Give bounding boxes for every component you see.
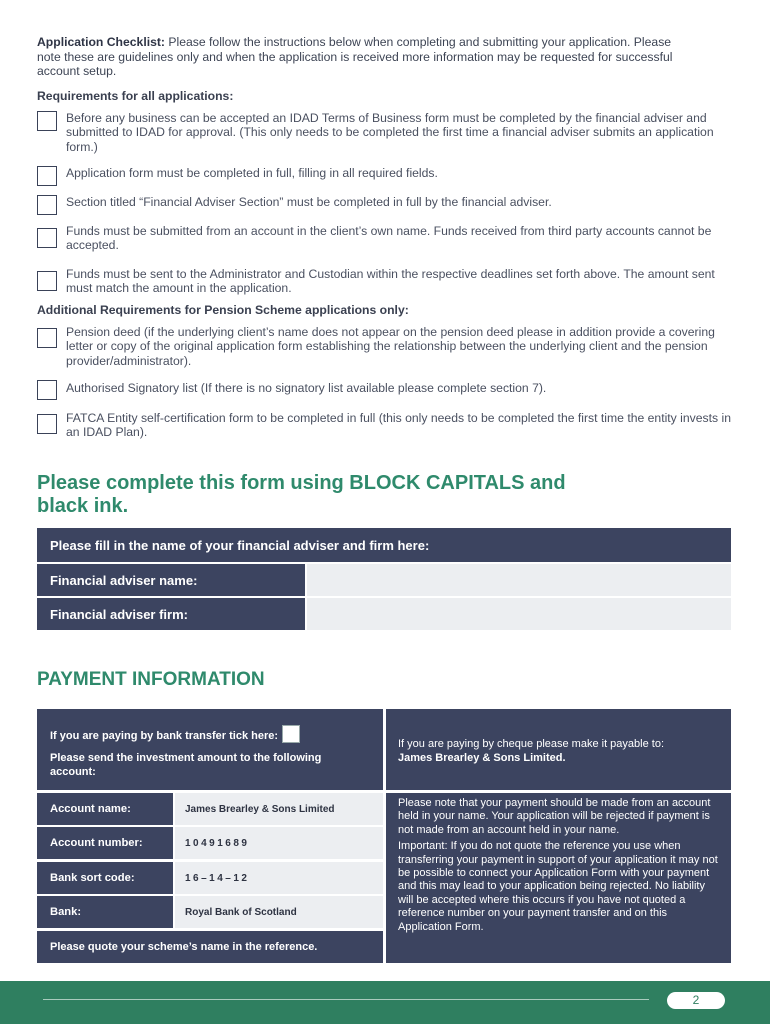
sort-code-value: 16–14–12 (175, 862, 383, 894)
adviser-name-field[interactable] (307, 564, 731, 596)
bank-label: Bank: (37, 896, 173, 928)
payment-note-important: Important: If you do not quote the reference you use when transferring your payment in support of your application it may not be possible to connect your Application Form with your payment and this may lead to your application being rejected. No liability will be accepted where this occurs if you have not quoted a reference number on your payment transfer and on this Application Form. (398, 840, 718, 933)
checklist-item-text: Application form must be completed in full, filling in all required fields. (66, 166, 438, 180)
account-number-label: Account number: (37, 827, 173, 859)
adviser-firm-label: Financial adviser firm: (37, 598, 305, 630)
checklist-item-text: Before any business can be accepted an IDAD Terms of Business form must be completed by the financial adviser and submitted to IDAD for approval. (This only needs to be completed the first time a financial adviser submits an application form.) (66, 111, 714, 154)
checkbox[interactable] (37, 328, 57, 348)
checkbox[interactable] (37, 111, 57, 131)
payment-information-heading: PAYMENT INFORMATION (37, 669, 265, 690)
payment-notes-cell (386, 793, 731, 963)
requirements-pension-heading: Additional Requirements for Pension Scheme applications only: (37, 303, 409, 317)
checkbox[interactable] (37, 195, 57, 215)
footer-divider (43, 999, 649, 1000)
account-number-row (37, 827, 383, 859)
checklist-item-text: FATCA Entity self-certification form to be completed in full (this only needs to be completed the first time the entity invests in an IDAD Plan). (66, 411, 731, 440)
sort-code-label: Bank sort code: (37, 862, 173, 894)
checkbox[interactable] (37, 166, 57, 186)
page-footer (0, 981, 770, 1024)
checkbox[interactable] (37, 271, 57, 291)
bank-transfer-label: If you are paying by bank transfer tick here: (50, 729, 279, 742)
account-name-label: Account name: (37, 793, 173, 825)
quote-reference-note: Please quote your scheme’s name in the reference. (37, 931, 383, 963)
application-checklist-intro (37, 35, 697, 79)
checklist-item-text: Funds must be sent to the Administrator and Custodian within the respective deadlines set forth above. The amount sent must match the amount in the application. (66, 267, 715, 296)
account-name-value: James Brearley & Sons Limited (175, 793, 383, 825)
adviser-name-row (37, 564, 731, 596)
checkbox[interactable] (37, 380, 57, 400)
block-capitals-heading: Please complete this form using BLOCK CAPITALS and black ink. (37, 472, 566, 517)
adviser-firm-row (37, 598, 731, 630)
sort-code-row (37, 862, 383, 894)
page-number: 2 (667, 992, 725, 1009)
bank-transfer-cell (37, 709, 383, 790)
payment-note-own-account: Please note that your payment should be made from an account held in your name. Your application will be rejected if payment is not made from an account held in your name. (398, 797, 711, 836)
cheque-payee: James Brearley & Sons Limited. (398, 752, 566, 764)
account-name-row (37, 793, 383, 825)
adviser-name-label: Financial adviser name: (37, 564, 305, 596)
adviser-section-heading: Please fill in the name of your financial adviser and firm here: (37, 528, 731, 562)
bank-row (37, 896, 383, 928)
checklist-item-text: Pension deed (if the underlying client’s name does not appear on the pension deed please in addition provide a covering letter or copy of the original application form establishing the relationship between the underlying client and the pension provider/administrator). (66, 325, 715, 368)
bank-value: Royal Bank of Scotland (175, 896, 383, 928)
checklist-label: Application Checklist: (37, 35, 165, 49)
financial-adviser-section (37, 528, 731, 630)
account-number-value: 10491689 (175, 827, 383, 859)
checklist-intro-text: Please follow the instructions below when completing and submitting your application. Please note these are guidelines only and when the application is received more information may be requested for successful account setup. (37, 35, 673, 79)
payment-information-table (37, 709, 731, 963)
checklist-item-text: Authorised Signatory list (If there is no signatory list available please complete section 7). (66, 381, 547, 395)
checkbox[interactable] (37, 228, 57, 248)
cheque-cell (386, 709, 731, 790)
checkbox[interactable] (37, 414, 57, 434)
checklist-item-text: Funds must be submitted from an account in the client’s own name. Funds received from third party accounts cannot be accepted. (66, 224, 712, 253)
cheque-text: If you are paying by cheque please make it payable to: (398, 738, 665, 750)
send-amount-text: Please send the investment amount to the following account: (50, 752, 322, 778)
requirements-all-heading: Requirements for all applications: (37, 89, 234, 103)
checklist-item-text: Section titled “Financial Adviser Section” must be completed in full by the financial adviser. (66, 195, 552, 209)
bank-transfer-checkbox[interactable] (282, 725, 300, 743)
adviser-firm-field[interactable] (307, 598, 731, 630)
